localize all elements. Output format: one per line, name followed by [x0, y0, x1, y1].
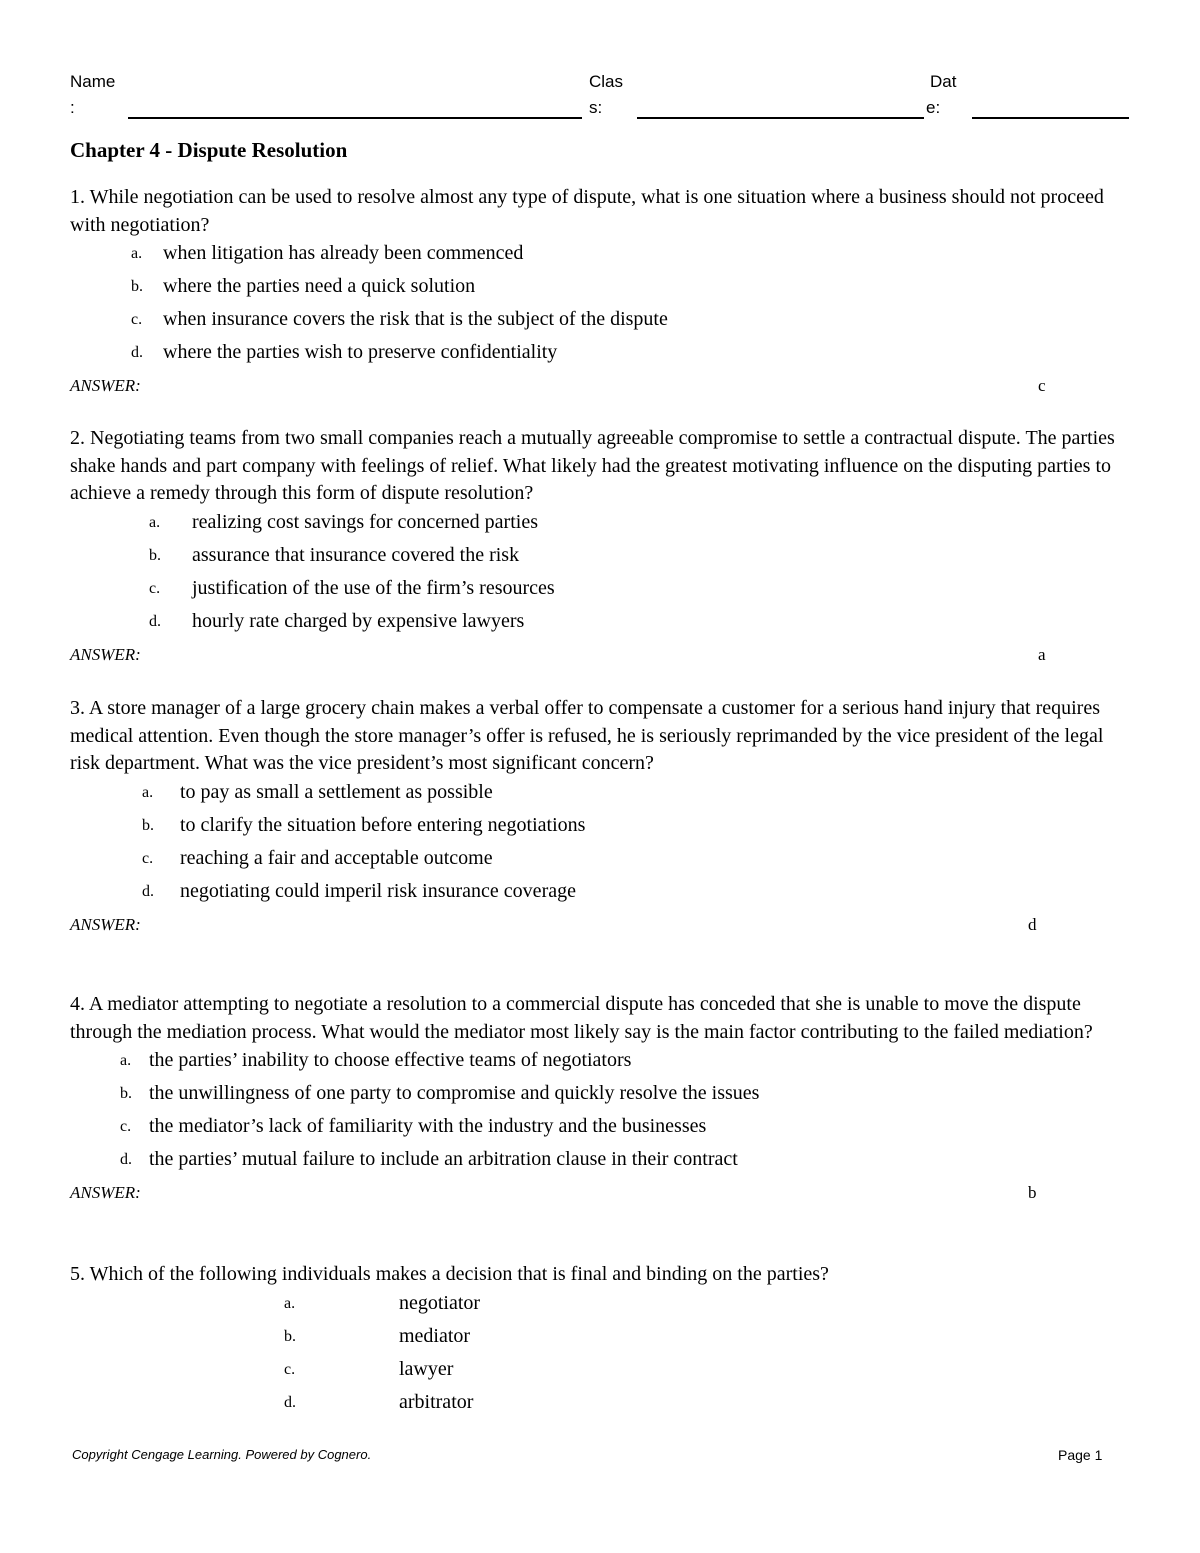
- option-text: negotiator: [399, 1291, 481, 1314]
- option-a[interactable]: [70, 508, 1135, 541]
- answer-label: ANSWER:: [70, 376, 141, 395]
- question-stem: 5. Which of the following individuals makes a decision that is final and binding on the parties?: [70, 1263, 829, 1285]
- copyright-footer: Copyright Cengage Learning. Powered by Cognero.: [72, 1447, 372, 1462]
- option-d[interactable]: [70, 877, 1135, 910]
- question-stem: 2. Negotiating teams from two small companies reach a mutually agreeable compromise to settle a contractual dispute. The parties shake hands and part company with feelings of relief. What likely had the greatest motivating influence on the disputing parties to achieve a remedy through this form of dispute resolution?: [70, 427, 1115, 504]
- option-a[interactable]: [70, 239, 1135, 272]
- class-label: Clas: [589, 72, 624, 91]
- question-5: [70, 1261, 1135, 1421]
- question-1: [70, 184, 1135, 403]
- option-letter: d.: [284, 1393, 296, 1411]
- option-letter: d.: [131, 344, 143, 361]
- option-letter: a.: [120, 1052, 132, 1069]
- option-text: the parties’ inability to choose effective teams of negotiators: [149, 1049, 632, 1071]
- option-letter: b.: [142, 816, 154, 834]
- option-letter: c.: [142, 849, 154, 867]
- option-list: [70, 508, 1135, 640]
- answer-label: ANSWER:: [70, 1183, 141, 1202]
- option-text: the mediator’s lack of familiarity with the industry and the businesses: [149, 1115, 707, 1137]
- date-input-line[interactable]: [972, 117, 1129, 119]
- option-letter: a.: [284, 1294, 296, 1312]
- option-list: [70, 239, 1135, 371]
- page-number: Page 1: [1058, 1447, 1103, 1463]
- answer-label: ANSWER:: [70, 644, 141, 664]
- chapter-title: Chapter 4 - Dispute Resolution: [70, 138, 348, 162]
- option-text: where the parties need a quick solution: [163, 275, 476, 297]
- option-letter: a.: [142, 783, 154, 801]
- option-letter: d.: [142, 882, 154, 900]
- option-letter: b.: [284, 1327, 296, 1345]
- option-d[interactable]: [70, 1388, 1135, 1421]
- question-2: [70, 425, 1135, 672]
- name-label-colon: :: [70, 98, 75, 117]
- name-input-line[interactable]: [128, 117, 582, 119]
- option-list: [70, 1046, 1135, 1178]
- date-label-colon: e:: [926, 98, 941, 117]
- option-letter: a.: [131, 245, 143, 262]
- date-label: Dat: [930, 72, 957, 91]
- option-letter: d.: [149, 612, 161, 630]
- class-input-line[interactable]: [637, 117, 924, 119]
- answer-row: [70, 373, 1135, 403]
- option-d[interactable]: [70, 1145, 1135, 1178]
- option-text: justification of the use of the firm’s resources: [192, 576, 555, 599]
- option-c[interactable]: [70, 574, 1135, 607]
- option-letter: c.: [120, 1118, 132, 1135]
- option-text: assurance that insurance covered the risk: [192, 543, 520, 566]
- option-a[interactable]: [70, 778, 1135, 811]
- question-stem: 3. A store manager of a large grocery chain makes a verbal offer to compensate a customer for a serious hand injury that requires medical attention. Even though the store manager’s offer is refused, he is seriously reprimanded by the vice president of the legal risk department. What was the vice president’s most significant concern?: [70, 697, 1104, 774]
- option-b[interactable]: [70, 1322, 1135, 1355]
- option-text: arbitrator: [399, 1390, 474, 1413]
- option-b[interactable]: [70, 1079, 1135, 1112]
- option-letter: c.: [284, 1360, 296, 1378]
- answer-row: [70, 912, 1135, 942]
- name-label: Name: [70, 72, 116, 91]
- answer-value: d: [1028, 914, 1037, 934]
- option-letter: d.: [120, 1151, 132, 1168]
- option-text: hourly rate charged by expensive lawyers: [192, 609, 525, 632]
- option-text: when litigation has already been commenced: [163, 242, 524, 264]
- option-list: [70, 778, 1135, 910]
- option-a[interactable]: [70, 1046, 1135, 1079]
- option-text: the parties’ mutual failure to include an arbitration clause in their contract: [149, 1148, 738, 1170]
- option-letter: b.: [120, 1085, 132, 1102]
- option-letter: c.: [131, 311, 143, 328]
- option-letter: b.: [149, 546, 161, 564]
- option-text: to pay as small a settlement as possible: [180, 780, 493, 803]
- question-3: [70, 695, 1135, 942]
- option-text: realizing cost savings for concerned parties: [192, 510, 538, 533]
- answer-label: ANSWER:: [70, 914, 141, 934]
- option-letter: a.: [149, 513, 161, 531]
- answer-row: [70, 1180, 1135, 1210]
- option-b[interactable]: [70, 541, 1135, 574]
- option-letter: c.: [149, 579, 161, 597]
- option-c[interactable]: [70, 1112, 1135, 1145]
- option-text: where the parties wish to preserve confidentiality: [163, 341, 558, 363]
- option-text: the unwillingness of one party to compromise and quickly resolve the issues: [149, 1082, 760, 1104]
- answer-value: b: [1028, 1183, 1037, 1202]
- option-b[interactable]: [70, 811, 1135, 844]
- option-d[interactable]: [70, 607, 1135, 640]
- option-c[interactable]: [70, 305, 1135, 338]
- option-letter: b.: [131, 278, 143, 295]
- option-d[interactable]: [70, 338, 1135, 371]
- option-text: reaching a fair and acceptable outcome: [180, 846, 493, 869]
- option-text: to clarify the situation before entering negotiations: [180, 813, 586, 836]
- option-list: [70, 1289, 1135, 1421]
- option-b[interactable]: [70, 272, 1135, 305]
- option-c[interactable]: [70, 1355, 1135, 1388]
- question-stem: 4. A mediator attempting to negotiate a resolution to a commercial dispute has conceded that she is unable to move the dispute through the mediation process. What would the mediator most likely say is the main factor contributing to the failed mediation?: [70, 993, 1093, 1043]
- answer-row: [70, 642, 1135, 672]
- option-text: when insurance covers the risk that is the subject of the dispute: [163, 308, 668, 330]
- answer-value: a: [1038, 644, 1046, 664]
- question-4: [70, 991, 1135, 1210]
- class-label-colon: s:: [589, 98, 603, 117]
- question-stem: 1. While negotiation can be used to resolve almost any type of dispute, what is one situation where a business should not proceed with negotiation?: [70, 186, 1104, 236]
- answer-value: c: [1038, 376, 1046, 395]
- option-c[interactable]: [70, 844, 1135, 877]
- option-a[interactable]: [70, 1289, 1135, 1322]
- option-text: lawyer: [399, 1357, 454, 1380]
- option-text: negotiating could imperil risk insurance coverage: [180, 879, 576, 902]
- option-text: mediator: [399, 1324, 471, 1347]
